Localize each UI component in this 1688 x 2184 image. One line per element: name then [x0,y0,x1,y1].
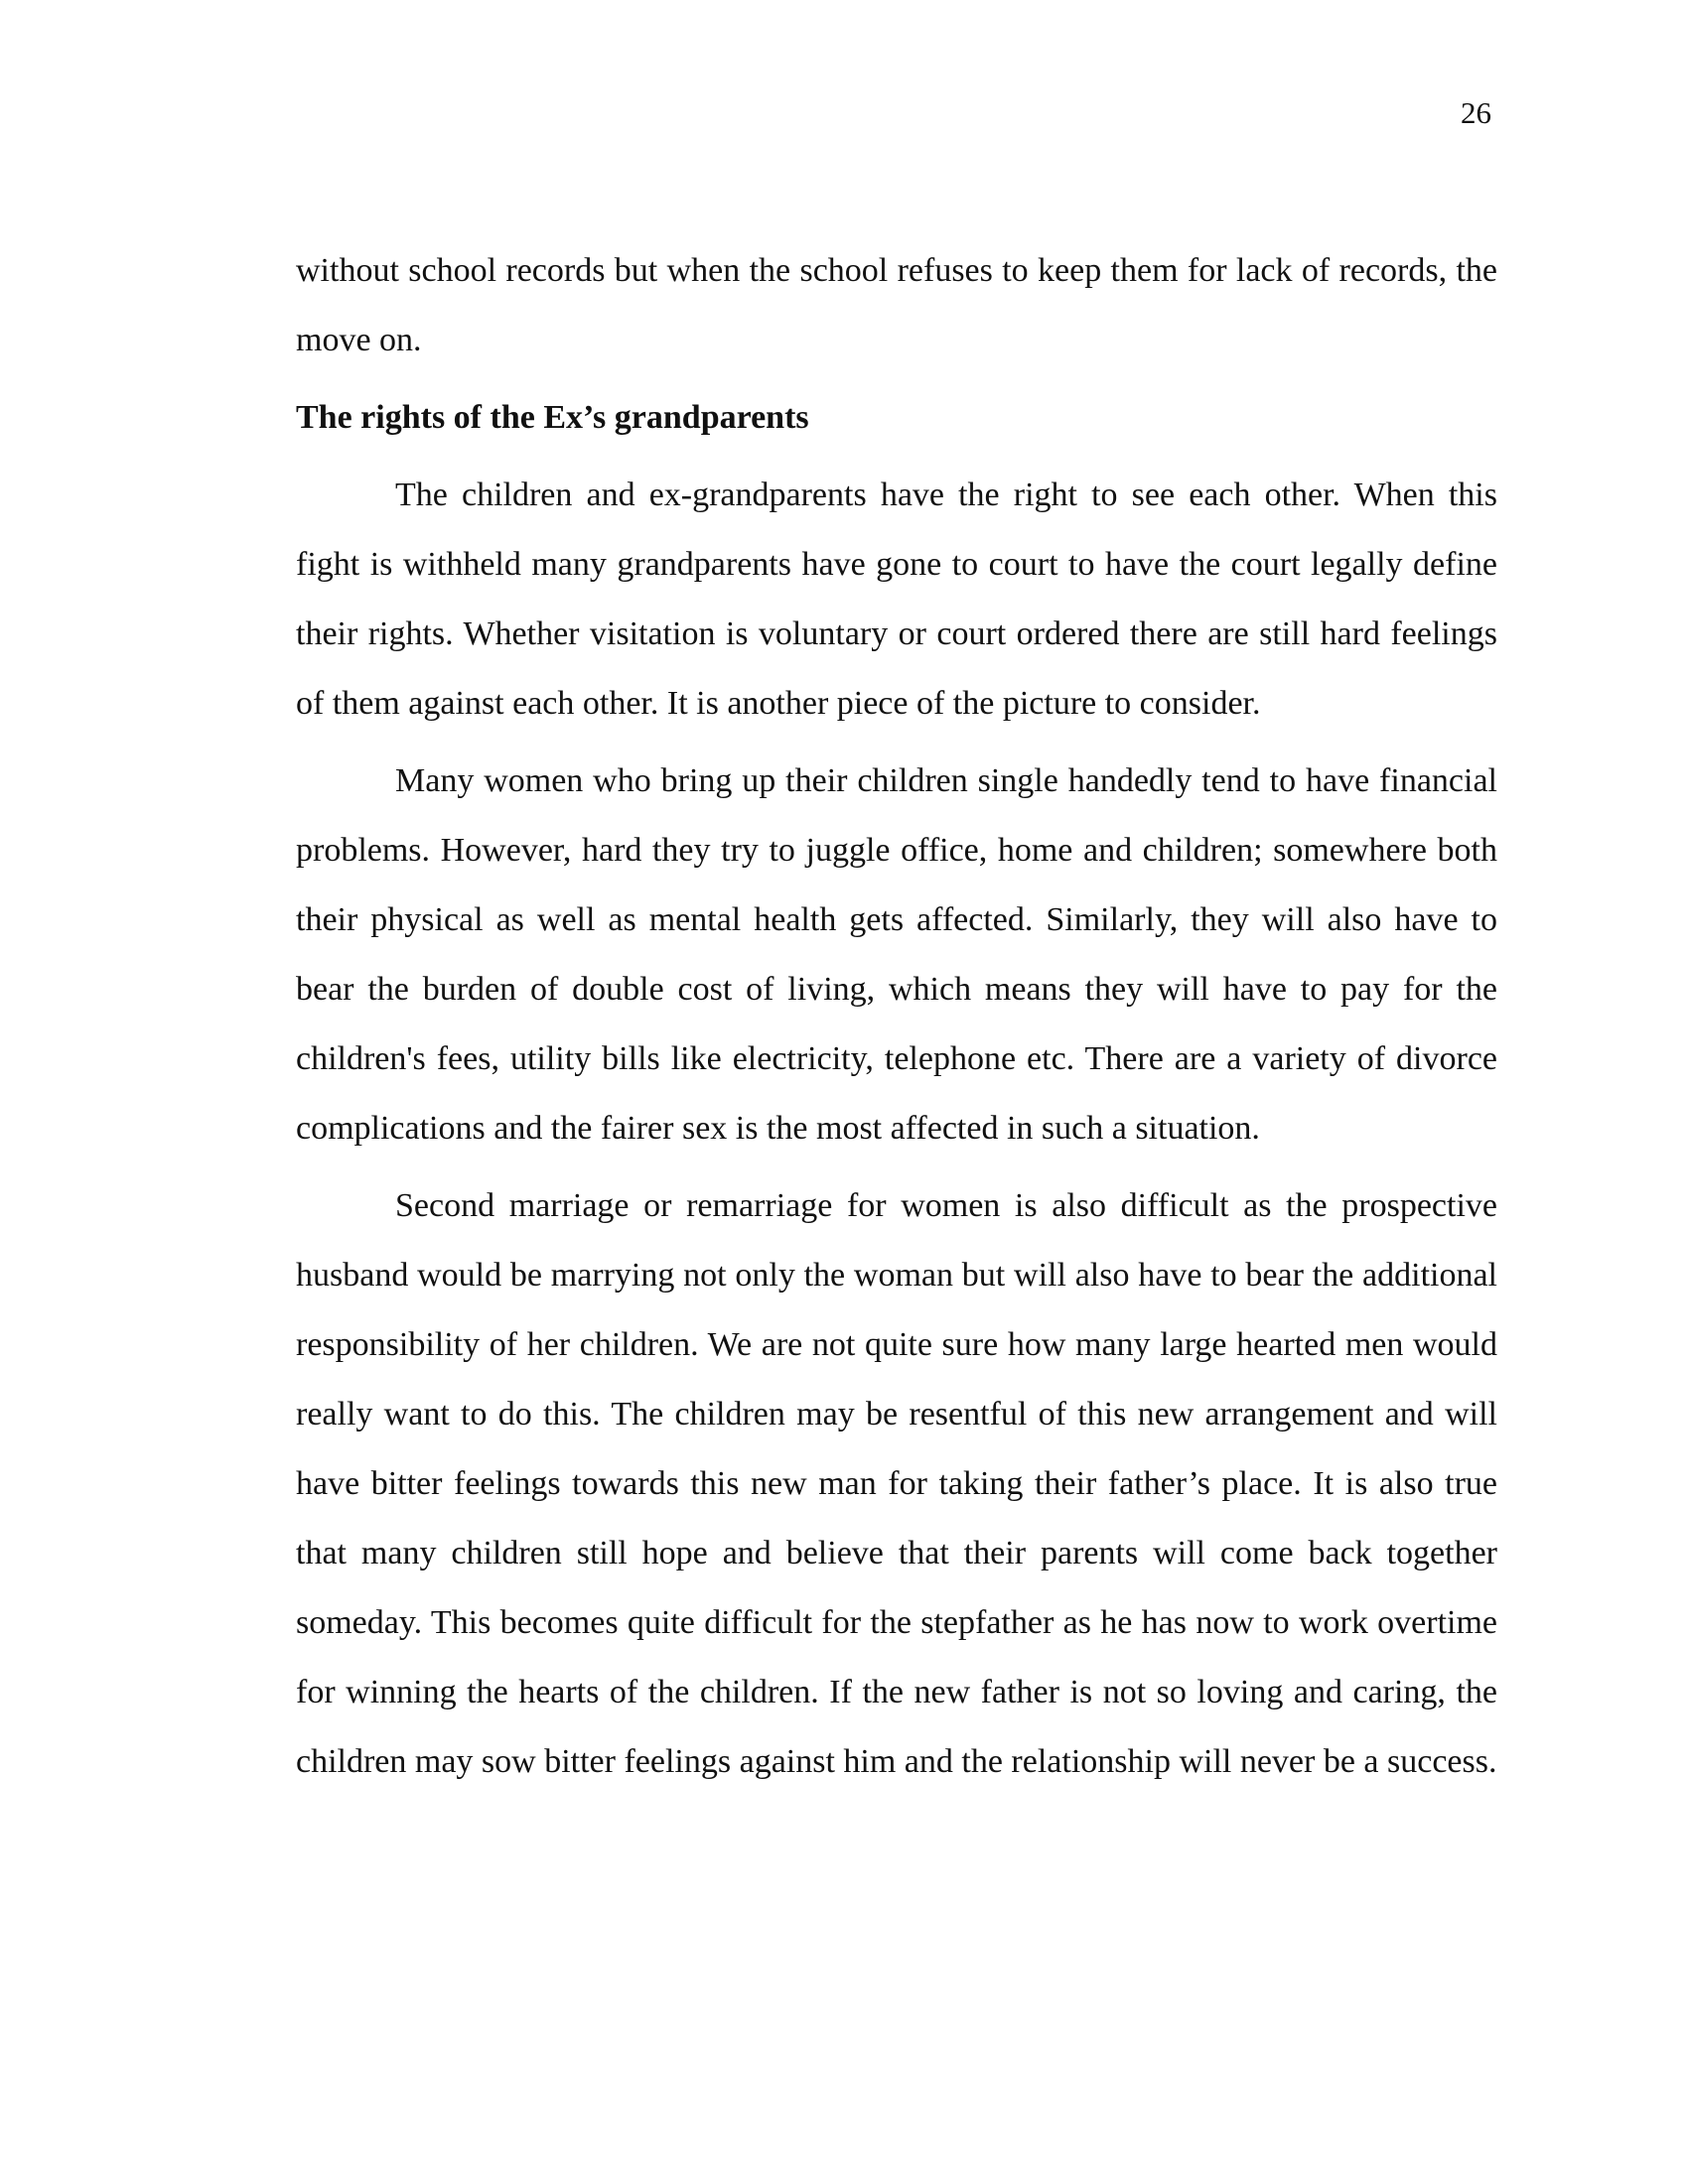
paragraph-remarriage: Second marriage or remarriage for women is also difficult as the prospective husband would be marrying not only the woman but will also have to bear the additional responsibility of her children. We are not quite sure how many large hearted men would really want to do this. The children may be resentful of this new arrangement and will have bitter feelings towards this new man for taking their father’s place. It is also true that many children still hope and believe that their parents will come back together someday. This becomes quite difficult for the stepfather as he has now to work overtime for winning the hearts of the children. If the new father is not so loving and caring, the children may sow bitter feelings against him and the relationship will never be a success. [296,1187,1497,1780]
continuation-paragraph: without school records but when the school refuses to keep them for lack of records, the move on. [296,252,1497,358]
section-heading: The rights of the Ex’s grandparents [296,399,809,436]
document-body [296,236,1497,1797]
paragraph-financial-problems: Many women who bring up their children single handedly tend to have financial problems. However, hard they try to juggle office, home and children; somewhere both their physical as well as mental health gets affected. Similarly, they will also have to bear the burden of double cost of living, which means they will have to pay for the children's fees, utility bills like electricity, telephone etc. There are a variety of divorce complications and the fairer sex is the most affected in such a situation. [296,762,1497,1147]
page-number: 26 [1461,95,1491,130]
paragraph-grandparents-rights: The children and ex-grandparents have the right to see each other. When this fight is withheld many grandparents have gone to court to have the court legally define their rights. Whether visitation is voluntary or court ordered there are still hard feelings of them against each other. It is another piece of the picture to consider. [296,477,1497,722]
